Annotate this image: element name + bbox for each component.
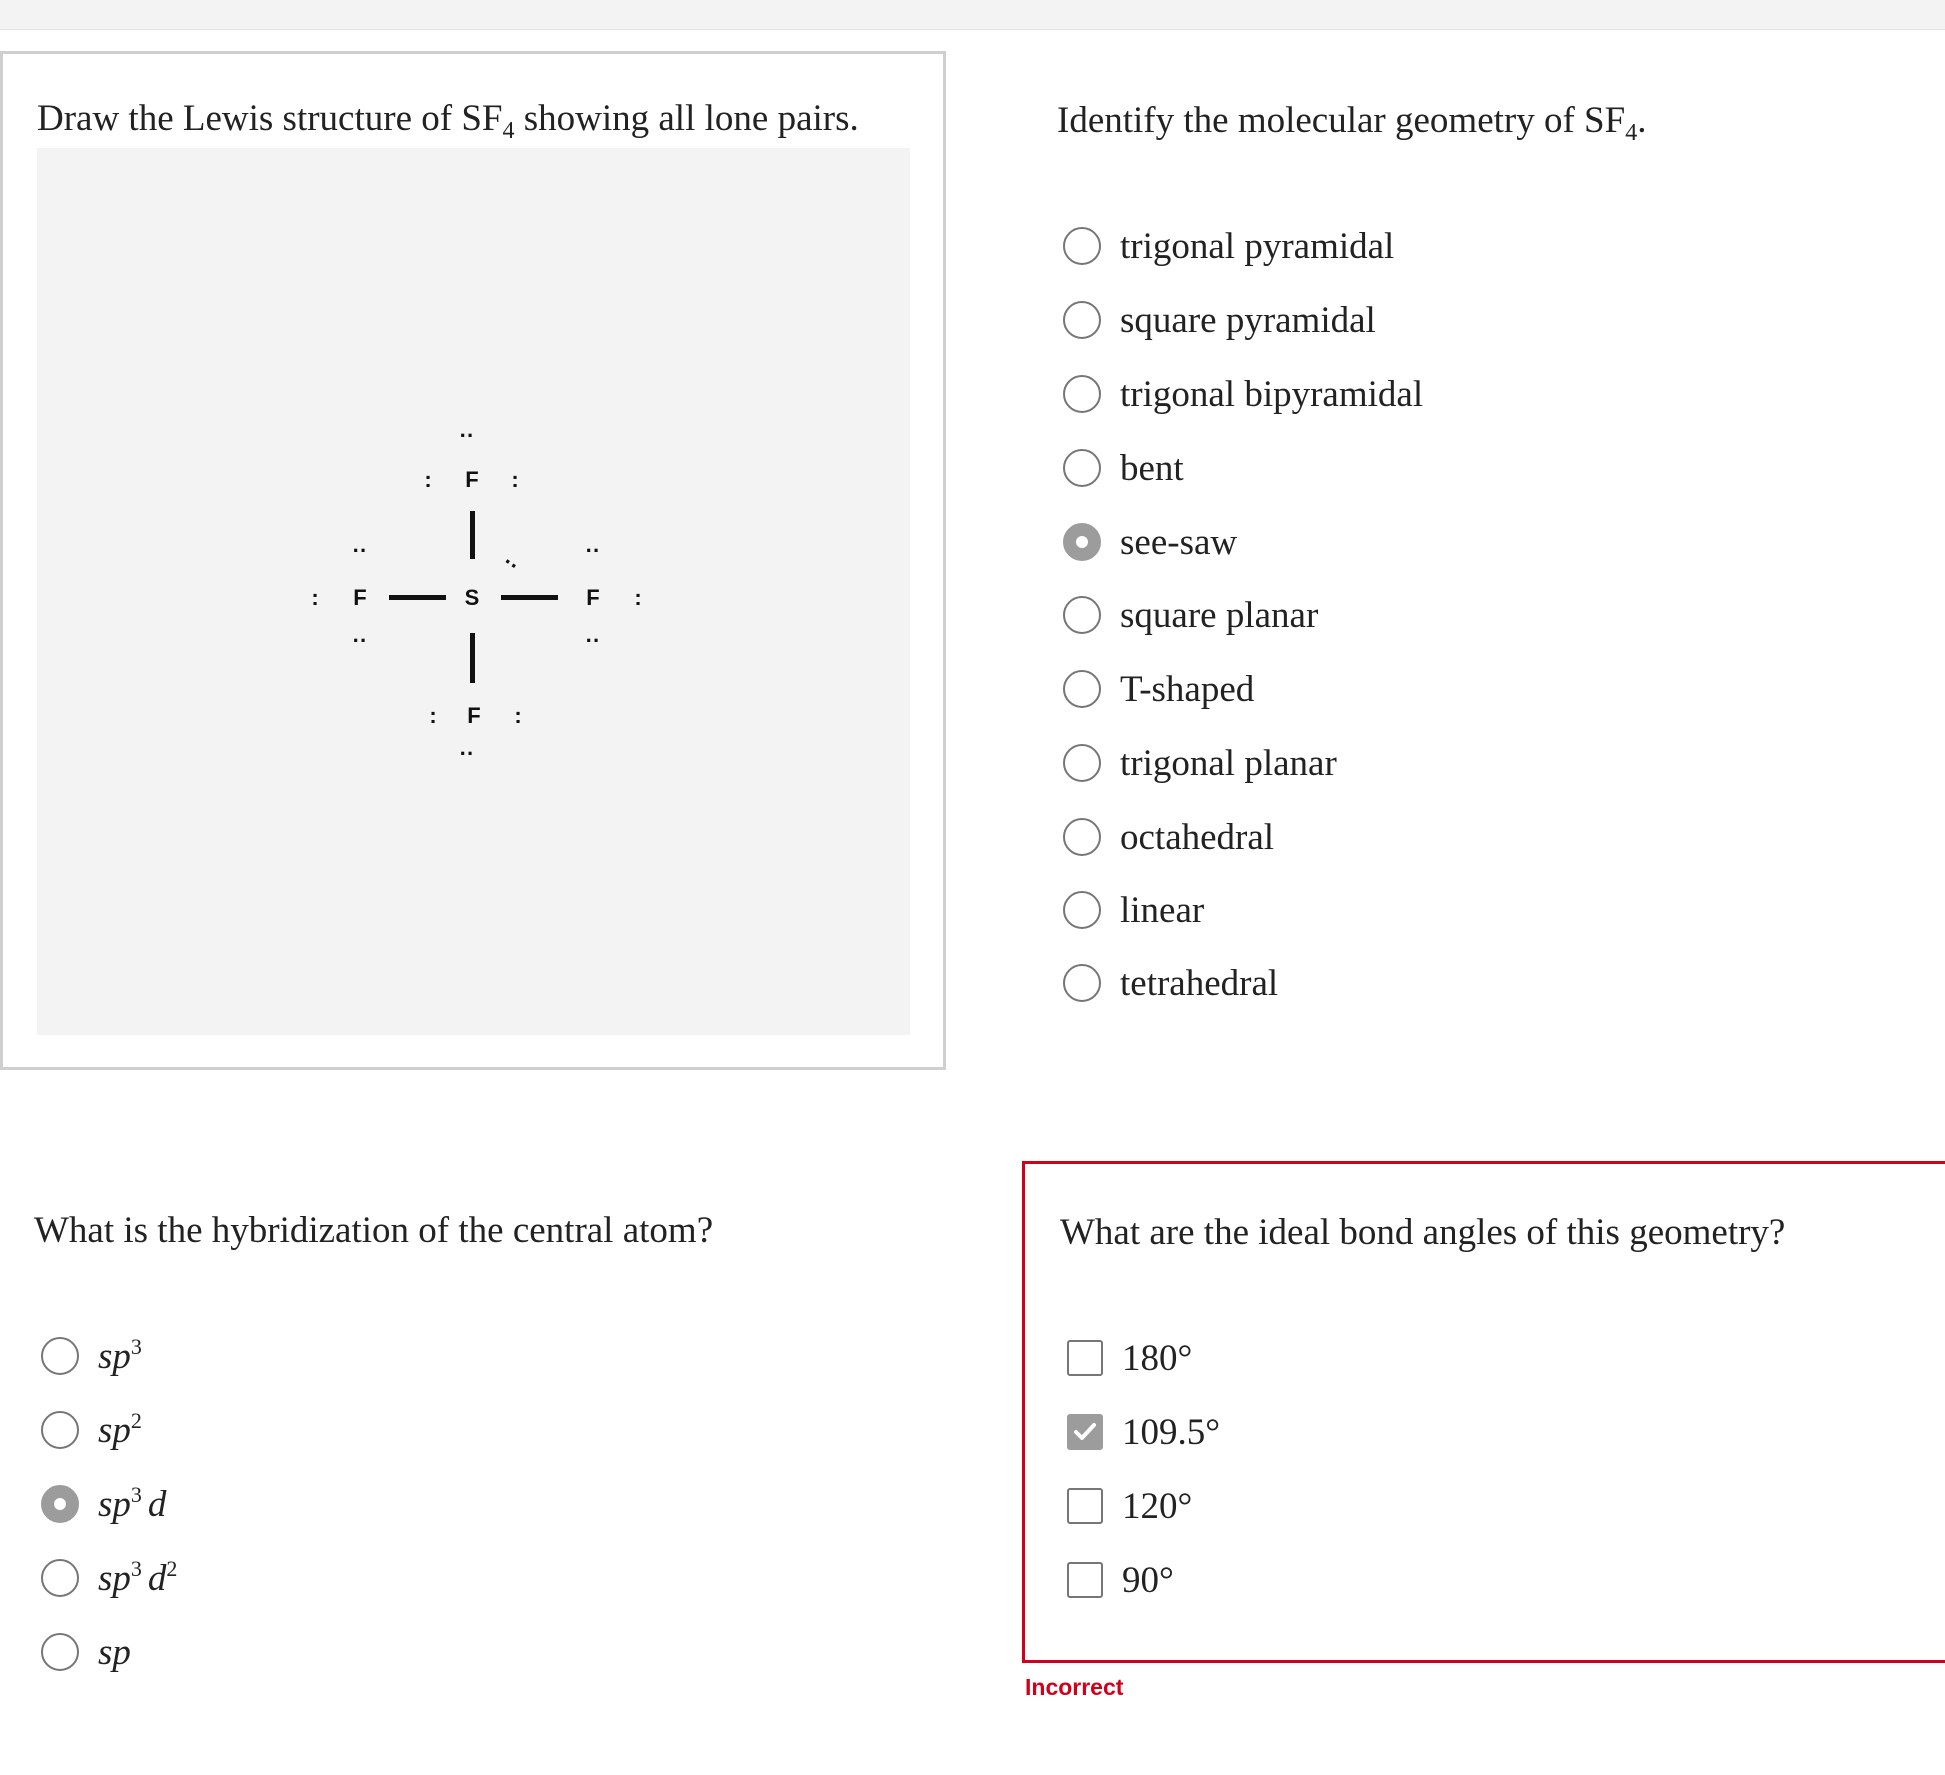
atom-right: F xyxy=(586,585,600,610)
checkbox[interactable] xyxy=(1067,1488,1103,1524)
q3-title: What is the hybridization of the central atom? xyxy=(34,1210,714,1251)
bond-angle-option[interactable]: 120° xyxy=(1067,1478,1192,1534)
radio-button[interactable] xyxy=(1063,818,1101,856)
lone-pair: ·· xyxy=(459,423,475,448)
geometry-option-selected[interactable]: see-saw xyxy=(1063,514,1237,570)
checkbox[interactable] xyxy=(1067,1340,1103,1376)
geometry-option[interactable]: tetrahedral xyxy=(1063,955,1278,1011)
radio-button[interactable] xyxy=(41,1411,79,1449)
bond-angle-option[interactable]: 90° xyxy=(1067,1552,1174,1608)
atom-left: F xyxy=(353,585,367,610)
hybridization-option[interactable]: $sp^2$ xyxy=(41,1402,142,1458)
radio-button[interactable] xyxy=(1063,449,1101,487)
lewis-structure-drawing xyxy=(37,148,910,1035)
atom-central: S xyxy=(464,585,480,610)
geometry-option[interactable]: linear xyxy=(1063,882,1204,938)
incorrect-feedback: Incorrect xyxy=(1025,1674,1124,1700)
bond-top xyxy=(470,511,475,559)
geometry-option[interactable]: bent xyxy=(1063,440,1184,496)
hybridization-option-selected[interactable]: $sp^3$ d xyxy=(41,1476,166,1532)
radio-button[interactable] xyxy=(1063,301,1101,339)
bond-bottom xyxy=(470,633,475,683)
radio-button[interactable] xyxy=(1063,227,1101,265)
lone-pair: ·· xyxy=(352,628,368,653)
geometry-option[interactable]: octahedral xyxy=(1063,809,1274,865)
radio-button-selected[interactable] xyxy=(41,1485,79,1523)
geometry-option[interactable]: T-shaped xyxy=(1063,661,1254,717)
drawing-canvas[interactable] xyxy=(37,148,910,1035)
radio-button[interactable] xyxy=(41,1559,79,1597)
radio-button[interactable] xyxy=(1063,596,1101,634)
bond-right xyxy=(501,595,558,600)
hybridization-option[interactable]: $sp^3$ xyxy=(41,1328,142,1384)
radio-button[interactable] xyxy=(1063,964,1101,1002)
geometry-option[interactable]: trigonal pyramidal xyxy=(1063,218,1394,274)
atom-top: F xyxy=(465,467,479,492)
lone-pair: : xyxy=(514,703,522,728)
lone-pair: : xyxy=(429,703,437,728)
geometry-option[interactable]: trigonal bipyramidal xyxy=(1063,366,1423,422)
geometry-option[interactable]: square planar xyxy=(1063,587,1318,643)
checkmark-icon xyxy=(1071,1418,1099,1446)
q1-title: Draw the Lewis structure of $SF_4$ showing all lone pairs. xyxy=(37,98,859,144)
lone-pair: : xyxy=(424,467,432,492)
radio-button[interactable] xyxy=(1063,670,1101,708)
radio-button[interactable] xyxy=(1063,375,1101,413)
lone-pair-central: ·· xyxy=(498,549,525,579)
hybridization-option[interactable]: $sp^3$ $d^2$ xyxy=(41,1550,177,1606)
geometry-option[interactable]: square pyramidal xyxy=(1063,292,1376,348)
lone-pair: : xyxy=(511,467,519,492)
top-bar xyxy=(0,0,1945,30)
checkbox-checked[interactable] xyxy=(1067,1414,1103,1450)
radio-button[interactable] xyxy=(1063,891,1101,929)
lone-pair: ·· xyxy=(352,538,368,563)
radio-button[interactable] xyxy=(41,1633,79,1671)
radio-button-selected[interactable] xyxy=(1063,523,1101,561)
lone-pair: ·· xyxy=(459,741,475,766)
lone-pair: ·· xyxy=(585,628,601,653)
radio-button[interactable] xyxy=(41,1337,79,1375)
bond-left xyxy=(389,595,446,600)
bond-angle-option[interactable]: 180° xyxy=(1067,1330,1192,1386)
hybridization-option[interactable]: sp xyxy=(41,1624,131,1680)
checkbox[interactable] xyxy=(1067,1562,1103,1598)
atom-bottom: F xyxy=(467,703,481,728)
radio-button[interactable] xyxy=(1063,744,1101,782)
lone-pair: ·· xyxy=(585,538,601,563)
geometry-option[interactable]: trigonal planar xyxy=(1063,735,1337,791)
q4-title: What are the ideal bond angles of this geometry? xyxy=(1060,1212,1786,1253)
lone-pair: : xyxy=(634,585,642,610)
lone-pair: : xyxy=(311,585,319,610)
bond-angle-option-checked[interactable]: 109.5° xyxy=(1067,1404,1220,1460)
q2-title: Identify the molecular geometry of $SF_4$. xyxy=(1057,100,1647,146)
